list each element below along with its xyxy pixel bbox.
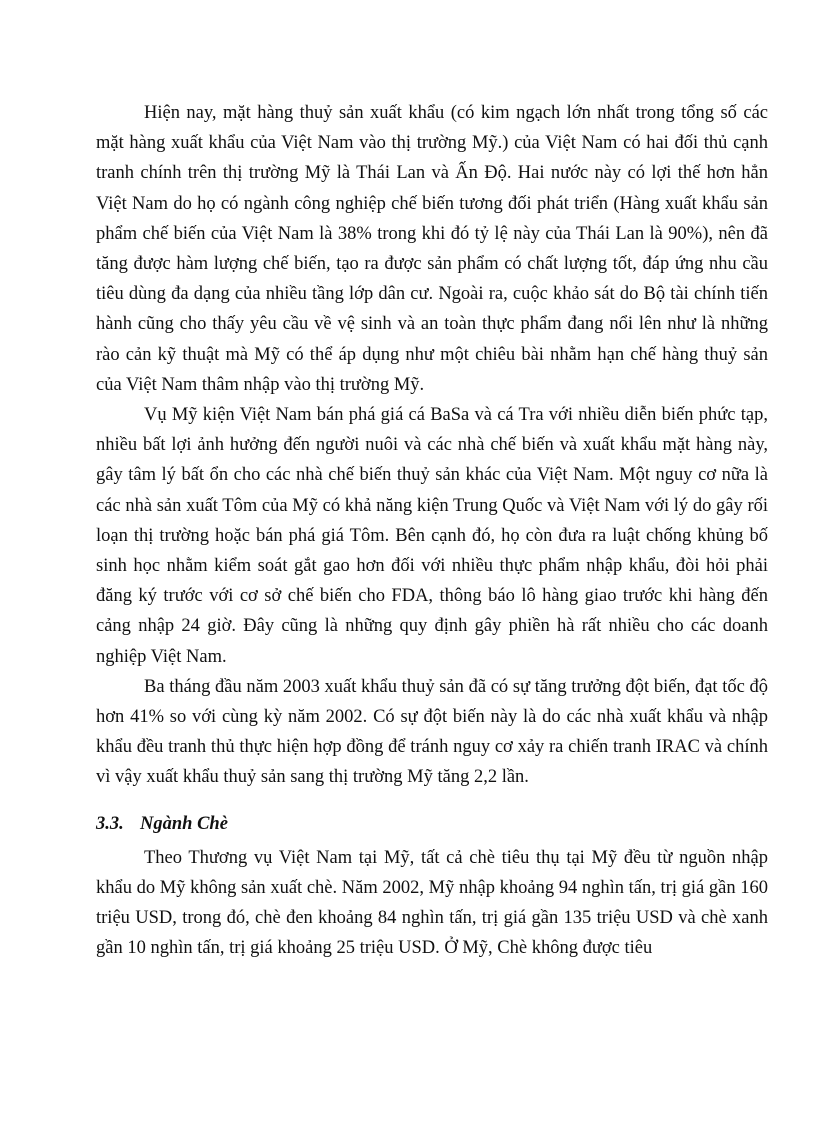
paragraph-seafood-competitors: Hiện nay, mặt hàng thuỷ sản xuất khẩu (có kim ngạch lớn nhất trong tổng số các mặt hàng xuất khẩu của Việt Nam vào thị trường Mỹ.) của Việt Nam có hai đối thủ cạnh tranh chính trên thị trường Mỹ là Thái Lan và Ấn Độ. Hai nước này có lợi thế hơn hẳn Việt Nam do họ có ngành công nghiệp chế biến tương đối phát triển (Hàng xuất khẩu sản phẩm chế biến của Việt Nam là 38% trong khi đó tỷ lệ này của Thái Lan là 90%), nên đã tăng được hàm lượng chế biến, tạo ra được sản phẩm có chất lượng tốt, đáp ứng nhu cầu tiêu dùng đa dạng của nhiều tầng lớp dân cư. Ngoài ra, cuộc khảo sát do Bộ tài chính tiến hành cũng cho thấy yêu cầu về vệ sinh và an toàn thực phẩm đang nổi lên như là những rào cản kỹ thuật mà Mỹ có thể áp dụng như một chiêu bài nhằm hạn chế hàng thuỷ sản của Việt Nam thâm nhập vào thị trường Mỹ. bbox=[96, 103, 768, 395]
paragraph-q1-2003-growth: Ba tháng đầu năm 2003 xuất khẩu thuỷ sản đã có sự tăng trưởng đột biến, đạt tốc độ hơn 41% so với cùng kỳ năm 2002. Có sự đột biến này là do các nhà xuất khẩu và nhập khẩu đều tranh thủ thực hiện hợp đồng để tránh nguy cơ xảy ra chiến tranh IRAC và chính vì vậy xuất khẩu thuỷ sản sang thị trường Mỹ tăng 2,2 lần. bbox=[96, 676, 768, 788]
paragraph-basa-catfish-lawsuit: Vụ Mỹ kiện Việt Nam bán phá giá cá BaSa và cá Tra với nhiều diễn biến phức tạp, nhiều bất lợi ảnh hưởng đến người nuôi và các nhà chế biến và xuất khẩu mặt hàng này, gây tâm lý bất ổn cho các nhà chế biến thuỷ sản khác của Việt Nam. Một nguy cơ nữa là các nhà sản xuất Tôm của Mỹ có khả năng kiện Trung Quốc và Việt Nam với lý do gây rối loạn thị trường hoặc bán phá giá Tôm. Bên cạnh đó, họ còn đưa ra luật chống khủng bố sinh học nhằm kiểm soát gắt gao hơn đối với nhiều thực phẩm nhập khẩu, đòi hỏi phải đăng ký trước với cơ sở chế biến cho FDA, thông báo lô hàng giao trước khi hàng đến cảng nhập 24 giờ. Đây cũng là những quy định gây phiền hà rất nhiều cho các doanh nghiệp Việt Nam. bbox=[96, 405, 768, 667]
section-heading bbox=[96, 809, 768, 839]
section-number: 3.3. bbox=[96, 813, 124, 834]
section-title: Ngành Chè bbox=[140, 813, 228, 834]
document-page bbox=[96, 98, 768, 964]
paragraph-tea-imports: Theo Thương vụ Việt Nam tại Mỹ, tất cả chè tiêu thụ tại Mỹ đều từ nguồn nhập khẩu do Mỹ không sản xuất chè. Năm 2002, Mỹ nhập khoảng 94 nghìn tấn, trị giá gần 160 triệu USD, trong đó, chè đen khoảng 84 nghìn tấn, trị giá gần 135 triệu USD và chè xanh gần 10 nghìn tấn, trị giá khoảng 25 triệu USD. Ở Mỹ, Chè không được tiêu bbox=[96, 847, 768, 959]
